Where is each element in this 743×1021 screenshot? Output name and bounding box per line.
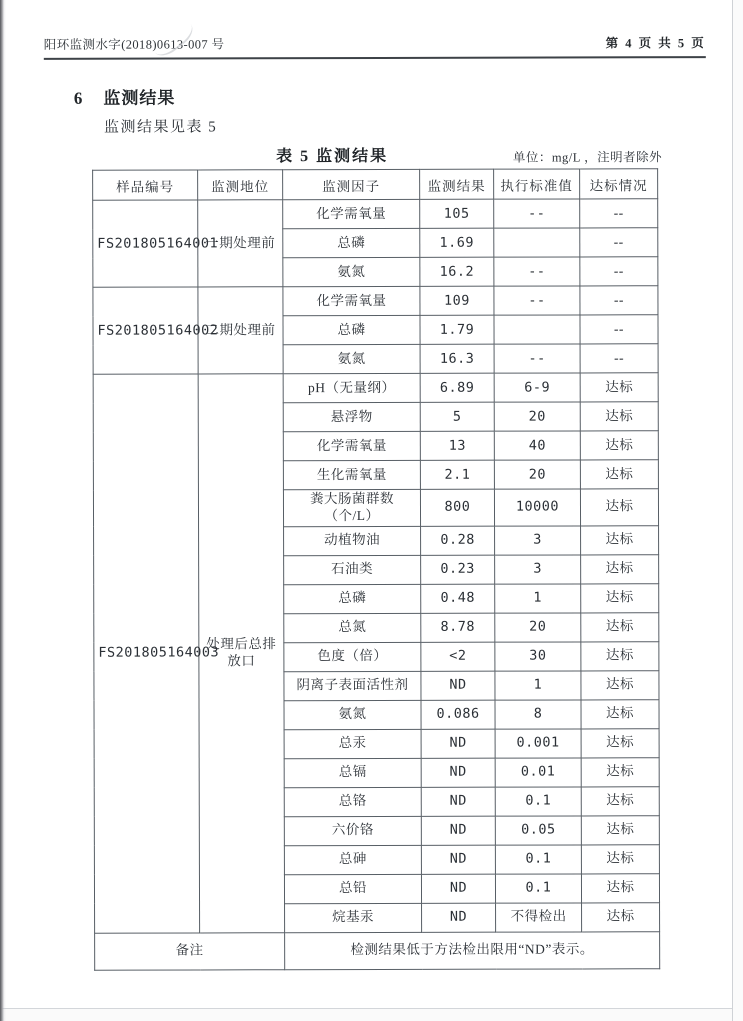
results-table [92, 168, 660, 970]
result-cell: 0.28 [421, 526, 495, 555]
result-cell: ND [421, 874, 495, 903]
column-header-status: 达标情况 [580, 169, 658, 199]
status-cell: 达标 [580, 402, 658, 431]
column-header-result: 监测结果 [420, 169, 494, 199]
factor-cell: 动植物油 [284, 526, 421, 555]
remark-text-cell: 检测结果低于方法检出限用“ND”表示。 [285, 931, 660, 969]
status-cell: 达标 [581, 873, 659, 902]
factor-cell: 化学需氧量 [283, 286, 420, 315]
standard-cell: 6-9 [494, 373, 580, 402]
result-cell: 8.78 [421, 613, 495, 642]
standard-cell: 0.1 [495, 845, 581, 874]
sample-id-cell: FS201805164001 [93, 200, 198, 287]
standard-cell: 20 [494, 402, 580, 431]
result-cell: 1.79 [420, 315, 494, 344]
result-cell: ND [421, 816, 495, 845]
status-cell: 达标 [581, 699, 659, 728]
standard-cell [494, 315, 580, 344]
result-cell: 16.3 [420, 344, 494, 373]
result-cell: 0.48 [421, 584, 495, 613]
table-row [93, 286, 658, 316]
factor-cell: pH（无量纲） [283, 373, 420, 402]
remark-row [95, 931, 660, 969]
location-cell: 处理后总排放口 [198, 374, 284, 933]
status-cell: -- [580, 315, 658, 344]
result-cell: ND [421, 729, 495, 758]
status-cell: 达标 [581, 525, 659, 554]
standard-cell: -- [494, 199, 580, 228]
status-cell: 达标 [581, 757, 659, 786]
factor-cell: 粪大肠菌群数（个/L） [283, 489, 420, 526]
standard-cell: 10000 [494, 489, 580, 526]
result-cell: 1.69 [420, 228, 494, 257]
factor-cell: 总氮 [284, 613, 421, 642]
factor-cell: 总铬 [284, 787, 421, 816]
status-cell: 达标 [581, 786, 659, 815]
result-cell: 13 [420, 431, 494, 460]
status-cell: 达标 [581, 815, 659, 844]
factor-cell: 总铅 [284, 874, 421, 903]
status-cell: 达标 [581, 583, 659, 612]
location-cell: 一期处理前 [198, 200, 283, 287]
factor-cell: 生化需氧量 [283, 460, 420, 489]
factor-cell: 六价铬 [284, 816, 421, 845]
table-caption: 表 5 监测结果 [276, 147, 389, 166]
result-cell: 2.1 [420, 460, 494, 489]
standard-cell: 0.1 [495, 787, 581, 816]
standard-cell: 0.01 [495, 758, 581, 787]
result-cell: 105 [420, 199, 494, 228]
factor-cell: 总磷 [283, 315, 420, 344]
standard-cell: -- [494, 257, 580, 286]
column-header-factor: 监测因子 [283, 169, 420, 199]
factor-cell: 化学需氧量 [283, 199, 420, 228]
factor-cell: 色度（倍） [284, 642, 421, 671]
table-row [93, 373, 658, 403]
column-header-standard: 执行标准值 [494, 169, 580, 199]
status-cell: -- [580, 344, 658, 373]
result-cell: 0.23 [421, 555, 495, 584]
standard-cell: -- [494, 344, 580, 373]
result-cell: 109 [420, 286, 494, 315]
status-cell: -- [580, 228, 658, 257]
status-cell: 达标 [581, 728, 659, 757]
result-cell: <2 [421, 642, 495, 671]
standard-cell: 20 [494, 460, 580, 489]
sample-id-cell: FS201805164002 [93, 287, 198, 374]
column-header-sample-id: 样品编号 [93, 170, 198, 200]
standard-cell: 8 [495, 700, 581, 729]
result-cell: ND [421, 671, 495, 700]
result-cell: 5 [420, 402, 494, 431]
table-row [93, 199, 658, 229]
status-cell: -- [580, 257, 658, 286]
factor-cell: 氨氮 [283, 257, 420, 286]
result-cell: ND [421, 845, 495, 874]
standard-cell: 0.1 [495, 874, 581, 903]
standard-cell: 20 [495, 613, 581, 642]
unit-note: 单位：mg/L ，注明者除外 [512, 150, 663, 165]
status-cell: -- [580, 286, 658, 315]
page-header [44, 33, 706, 60]
status-cell: 达标 [580, 431, 658, 460]
factor-cell: 化学需氧量 [283, 431, 420, 460]
location-cell: 二期处理前 [198, 287, 283, 374]
result-cell: 6.89 [420, 373, 494, 402]
status-cell: 达标 [580, 489, 658, 526]
standard-cell: 1 [495, 671, 581, 700]
scan-edge-left [0, 0, 6, 1021]
status-cell: 达标 [581, 554, 659, 583]
result-cell: ND [421, 758, 495, 787]
status-cell: 达标 [581, 844, 659, 873]
result-cell: 0.086 [421, 700, 495, 729]
factor-cell: 总镉 [284, 758, 421, 787]
status-cell: 达标 [580, 460, 658, 489]
standard-cell: 3 [495, 526, 581, 555]
standard-cell: -- [494, 286, 580, 315]
status-cell: 达标 [580, 373, 658, 402]
section-title: 监测结果 [103, 88, 176, 108]
page-indicator: 第 4 页 共 5 页 [605, 36, 706, 51]
standard-cell [494, 228, 580, 257]
results-table-body [93, 199, 660, 970]
status-cell: 达标 [581, 670, 659, 699]
status-cell: 达标 [581, 641, 659, 670]
scan-edge-right [732, 0, 743, 1021]
factor-cell: 石油类 [284, 555, 421, 584]
factor-cell: 氨氮 [284, 700, 421, 729]
standard-cell: 0.05 [495, 816, 581, 845]
factor-cell: 总磷 [283, 228, 420, 257]
factor-cell: 烷基汞 [285, 903, 422, 932]
table-caption-row [44, 143, 706, 167]
result-cell: 800 [420, 489, 494, 526]
factor-cell: 悬浮物 [283, 402, 420, 431]
factor-cell: 总汞 [284, 729, 421, 758]
status-cell: -- [580, 199, 658, 228]
result-cell: ND [421, 787, 495, 816]
standard-cell: 40 [494, 431, 580, 460]
column-header-location: 监测地位 [198, 170, 283, 200]
standard-cell: 1 [495, 584, 581, 613]
status-cell: 达标 [582, 902, 660, 931]
sample-id-cell: FS201805164003 [93, 374, 199, 933]
result-cell: ND [422, 903, 496, 932]
remark-label-cell: 备注 [95, 932, 285, 969]
standard-cell: 不得检出 [496, 903, 582, 932]
scan-edge-bottom [0, 1008, 743, 1021]
section-subtitle: 监测结果见表 5 [103, 119, 218, 136]
document-number: 阳环监测水字(2018)0613-007 号 [43, 37, 225, 52]
section-heading [74, 82, 706, 109]
status-cell: 达标 [581, 612, 659, 641]
factor-cell: 总磷 [284, 584, 421, 613]
section-number: 6 [73, 88, 84, 108]
standard-cell: 30 [495, 642, 581, 671]
table-header-row [93, 169, 658, 200]
result-cell: 16.2 [420, 257, 494, 286]
standard-cell: 0.001 [495, 729, 581, 758]
factor-cell: 阴离子表面活性剂 [284, 671, 421, 700]
standard-cell: 3 [495, 555, 581, 584]
factor-cell: 总砷 [284, 845, 421, 874]
factor-cell: 氨氮 [283, 344, 420, 373]
